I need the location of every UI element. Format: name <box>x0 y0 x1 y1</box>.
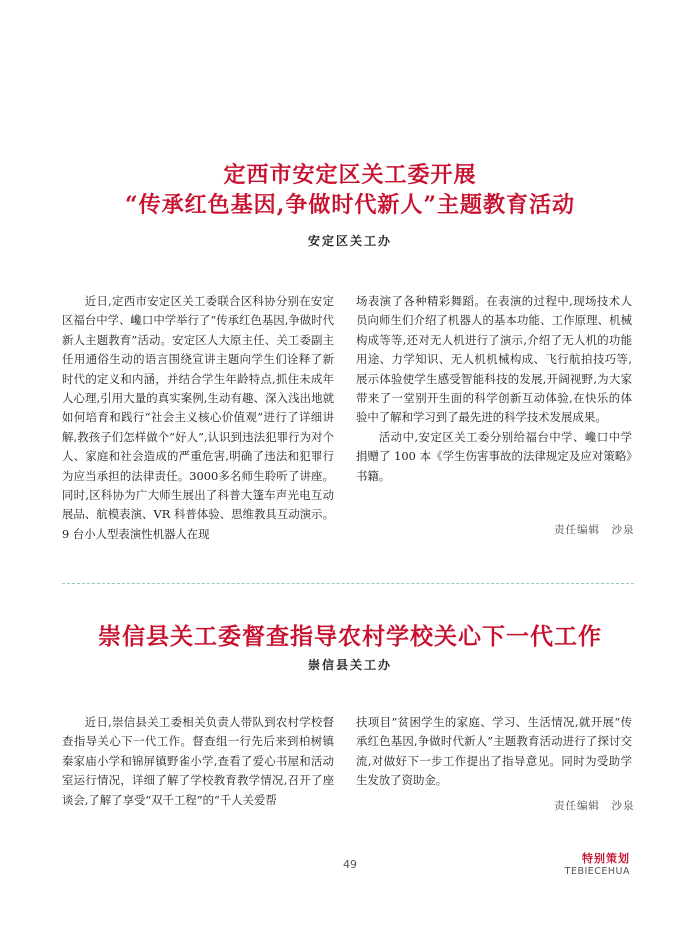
article1-byline: 安定区关工办 <box>307 234 392 248</box>
page-number: 49 <box>343 858 357 871</box>
article1-paragraph: 活动中,安定区关工委分别给福台中学、巉口中学捐赠了 100 本《学生伤害事故的法律规定及应对策略》书籍。 <box>356 429 632 483</box>
section-title: 特别策划 <box>582 852 630 865</box>
article1-title-line1: 定西市安定区关工委开展 <box>223 162 477 188</box>
article1-title-line2: “传承红色基因,争做时代新人”主题教育活动 <box>125 192 575 218</box>
article2-editor-credit: 责任编辑 沙泉 <box>554 800 635 812</box>
article1-editor-credit: 责任编辑 沙泉 <box>554 524 635 536</box>
article2-paragraph-continued: 扶项目”贫困学生的家庭、学习、生活情况,就开展“传承红色基因,争做时代新人”主题教育活动进行了探讨交流,对做好下一步工作提出了指导意见。同时为受助学生发放了资助金。 <box>356 715 632 788</box>
article2-title: 崇信县关工委督查指导农村学校关心下一代工作 <box>98 623 602 650</box>
article1-paragraph-continued: 场表演了各种精彩舞蹈。在表演的过程中,现场技术人员向师生们介绍了机器人的基本功能、工作原理、机械构成等等,还对无人机进行了演示,介绍了无人机的功能用途、力学知识、无人机机械构成、飞行航拍技巧等,展示体验使学生感受智能科技的发展,开阔视野,为大家带来了一堂别开生面的科学创新互动体验,在快乐的体验中了解和学习到了最先进的科学技术发展成果。 <box>356 294 632 425</box>
article2-right-column <box>356 713 632 791</box>
article-divider <box>62 583 634 584</box>
article1-right-column <box>356 292 632 486</box>
article2-left-column <box>62 713 334 810</box>
article2-paragraph: 近日,崇信县关工委相关负责人带队到农村学校督查指导关心下一代工作。督查组一行先后来到柏树镇秦家庙小学和锦屏镇野雀小学,查看了爱心书屋和活动室运行情况，详细了解了学校教育教学情况,召开了座谈会,了解了享受“双千工程”的“千人关爱帮 <box>62 715 334 807</box>
article1-left-column <box>62 292 334 544</box>
section-title-pinyin: TEBIECEHUA <box>564 866 630 877</box>
article2-byline: 崇信县关工办 <box>307 658 392 672</box>
article1-paragraph: 近日,定西市安定区关工委联合区科协分别在安定区福台中学、巉口中学举行了“传承红色基因,争做时代新人主题教育”活动。安定区人大原主任、关工委副主任用通俗生动的语言围绕宣讲主题向学生们诠释了新时代的定义和内涵，并结合学生年龄特点,抓住未成年人心理,引用大量的真实案例,生动有趣、深入浅出地就如何培育和践行“社会主义核心价值观”进行了详细讲解,教孩子们怎样做个“好人”,认识到违法犯罪行为对个人、家庭和社会造成的严重危害,明确了违法和犯罪行为应当承担的法律责任。3000多名师生聆听了讲座。同时,区科协为广大师生展出了科普大篷车声光电互动展品、航模表演、VR 科普体验、思维教具互动演示。9 台小人型表演性机器人在现 <box>62 294 334 541</box>
